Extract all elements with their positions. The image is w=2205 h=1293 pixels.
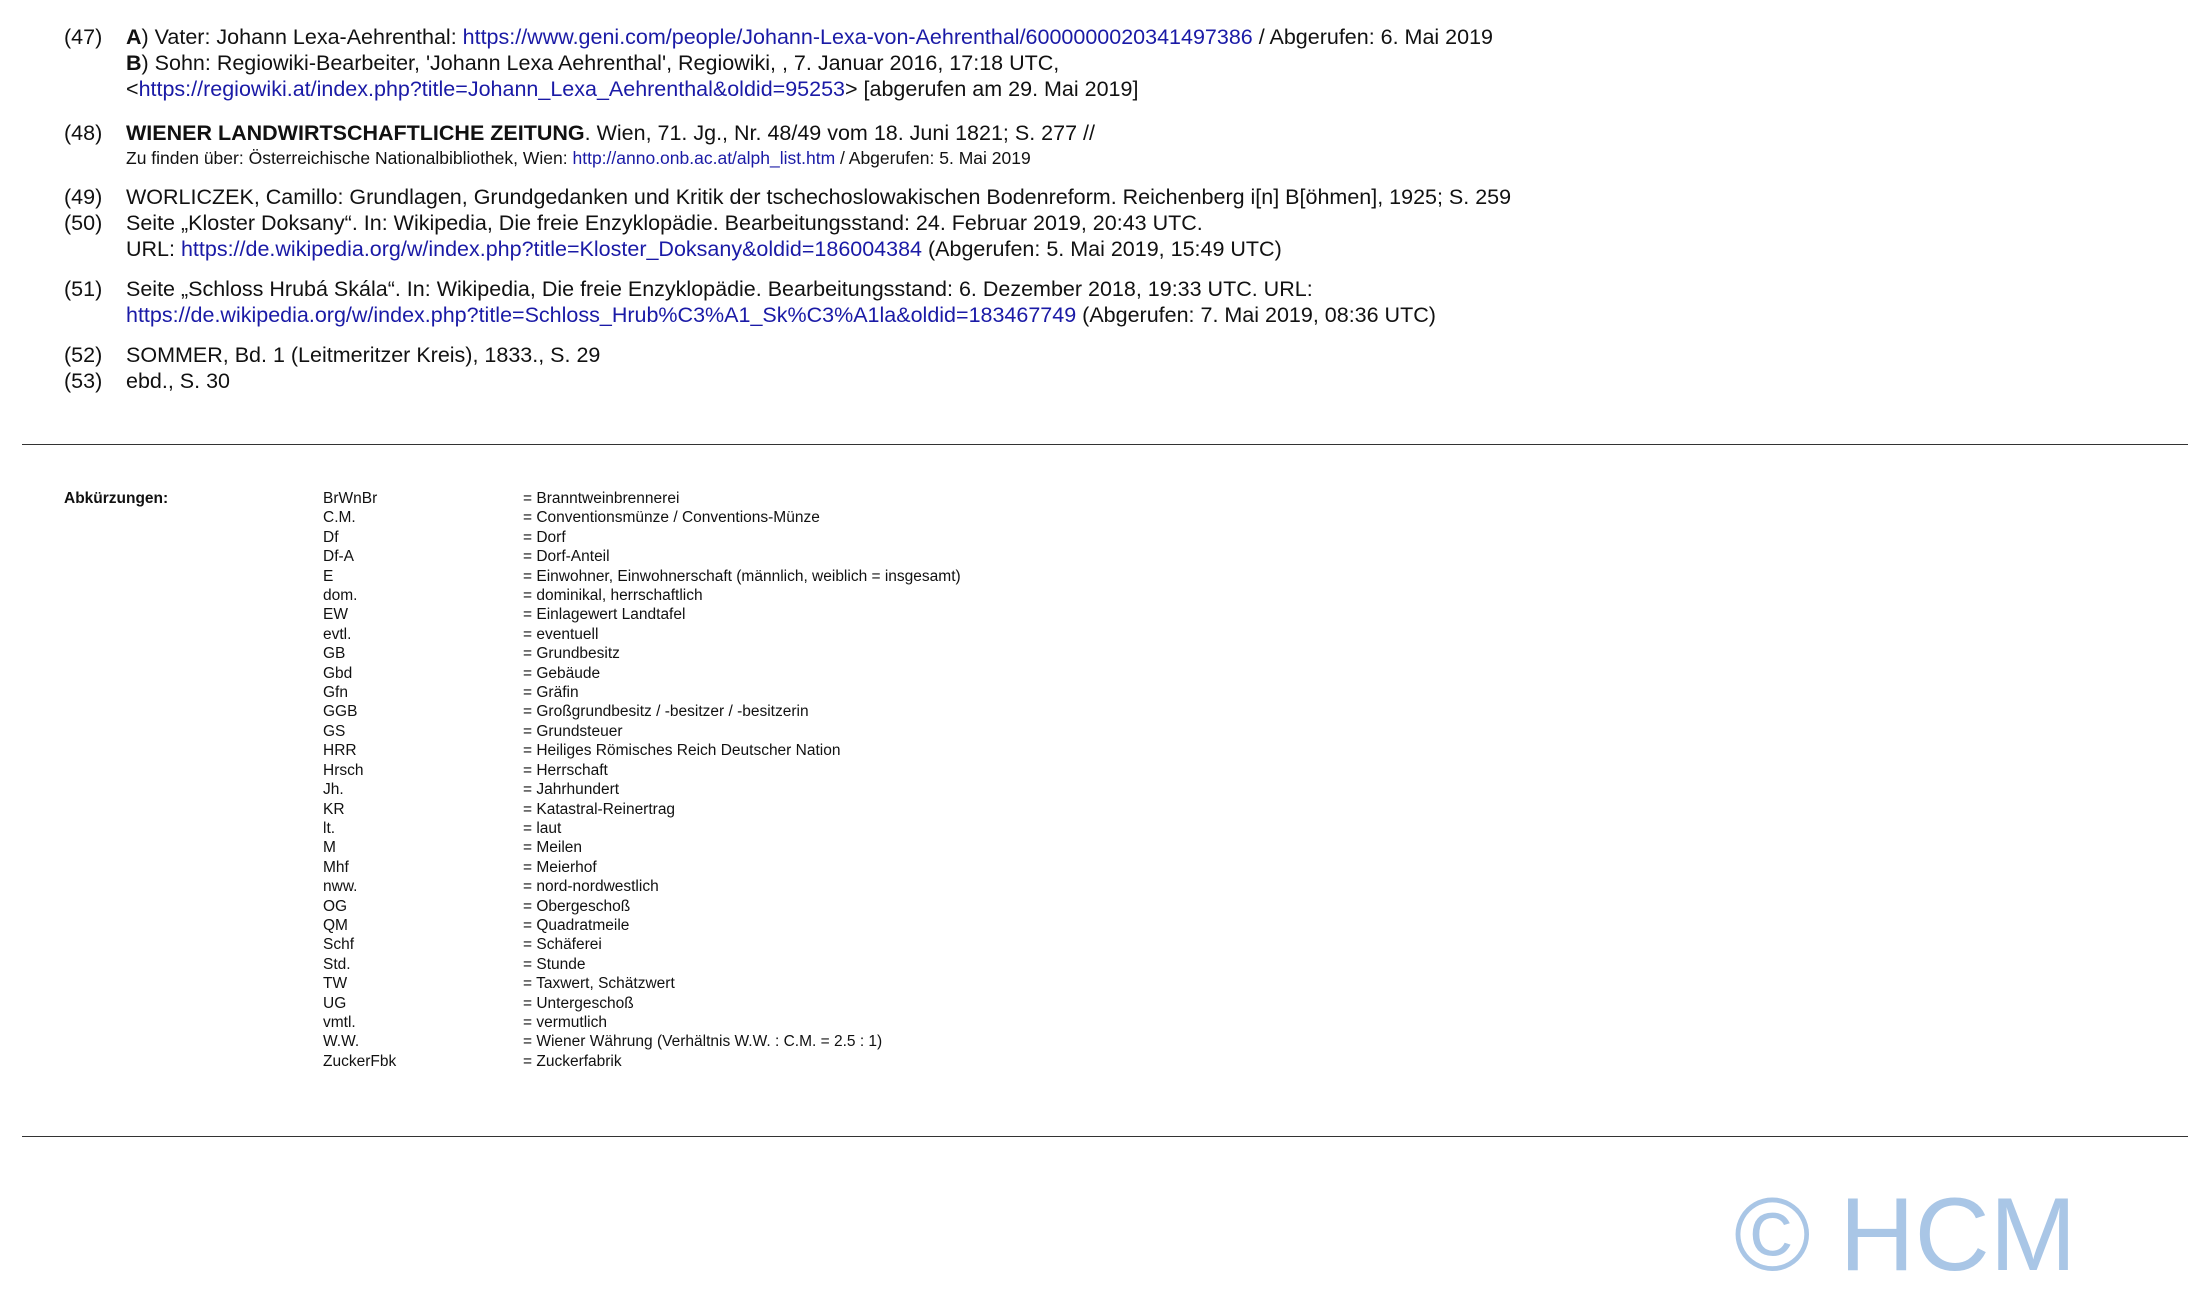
- footnote-letter-a: A: [126, 25, 142, 49]
- newspaper-title: WIENER LANDWIRTSCHAFTLICHE ZEITUNG: [126, 121, 585, 145]
- footnote-text: ) Sohn: Regiowiki-Bearbeiter, 'Johann Lexa Aehrenthal', Regiowiki, , 7. Januar 2016, 17:18 UTC,: [141, 51, 1060, 75]
- abbreviation-value: = Grundsteuer: [523, 722, 623, 740]
- top-divider: [22, 444, 2188, 445]
- footnote-number: (48): [64, 121, 103, 145]
- abbreviation-row: [323, 625, 1223, 644]
- abbreviation-row: [323, 994, 1223, 1013]
- regiowiki-link[interactable]: https://regiowiki.at/index.php?title=Johann_Lexa_Aehrenthal&oldid=95253: [138, 77, 845, 101]
- abbreviation-key: KR: [323, 800, 345, 818]
- footnote-53: [64, 368, 2164, 394]
- abbreviation-value: = Katastral-Reinertrag: [523, 800, 676, 818]
- anno-link[interactable]: http://anno.onb.ac.at/alph_list.htm: [572, 148, 836, 168]
- abbreviation-key: HRR: [323, 742, 357, 760]
- abbreviation-key: nww.: [323, 878, 358, 896]
- abbreviation-row: [323, 528, 1223, 547]
- footnote-text: . Wien, 71. Jg., Nr. 48/49 vom 18. Juni 1821; S. 277 //: [584, 121, 1095, 145]
- abbreviation-value: = Herrschaft: [523, 761, 608, 779]
- abbreviation-row: [323, 1013, 1223, 1032]
- abbreviation-key: E: [323, 567, 334, 585]
- footnote-line: [126, 302, 2164, 328]
- abbreviation-value: = Gräfin: [523, 684, 579, 702]
- footnote-body: [126, 276, 2164, 328]
- abbreviation-row: [323, 702, 1223, 721]
- abbreviation-value: = eventuell: [523, 625, 599, 643]
- abbreviation-value: = Gebäude: [523, 664, 601, 682]
- abbreviation-value: = Jahrhundert: [523, 781, 620, 799]
- abbreviation-key: EW: [323, 606, 348, 624]
- abbreviation-key: ZuckerFbk: [323, 1052, 397, 1070]
- abbreviation-key: Hrsch: [323, 761, 364, 779]
- abbreviation-value: = Dorf-Anteil: [523, 548, 610, 566]
- abbreviation-value: = Schäferei: [523, 936, 602, 954]
- footnote-line: [126, 146, 2164, 170]
- abbreviation-value: = Einwohner, Einwohnerschaft (männlich, weiblich = insgesamt): [523, 567, 961, 585]
- wikipedia-doksany-link[interactable]: https://de.wikipedia.org/w/index.php?title=Kloster_Doksany&oldid=186004384: [180, 237, 923, 261]
- footnote-51: [64, 276, 2164, 328]
- wikipedia-hruba-skala-link[interactable]: https://de.wikipedia.org/w/index.php?title=Schloss_Hrub%C3%A1_Sk%C3%A1la&oldid=183467749: [126, 303, 1077, 327]
- footnote-line: Seite „Kloster Doksany“. In: Wikipedia, Die freie Enzyklopädie. Bearbeitungsstand: 24. Februar 2019, 20:43 UTC.: [126, 211, 1203, 235]
- abbreviation-key: Gfn: [323, 684, 348, 702]
- bottom-divider: [22, 1136, 2188, 1137]
- abbreviation-key: evtl.: [323, 625, 352, 643]
- footnote-line: [126, 76, 2164, 102]
- abbreviation-key: GGB: [323, 703, 358, 721]
- footnote-50: [64, 210, 2164, 262]
- abbreviation-value: = Untergeschoß: [523, 994, 634, 1012]
- footnote-letter-b: B: [126, 51, 142, 75]
- footnote-text: / Abgerufen: 5. Mai 2019: [835, 148, 1031, 168]
- abbreviation-row: [323, 605, 1223, 624]
- abbreviation-value: = Branntweinbrennerei: [523, 490, 680, 507]
- footnote-text: (Abgerufen: 7. Mai 2019, 08:36 UTC): [1076, 303, 1436, 327]
- abbreviation-row: [323, 741, 1223, 760]
- footnote-line: [126, 120, 2164, 146]
- abbreviation-value: = Stunde: [523, 955, 586, 973]
- footnote-line: [126, 24, 2164, 50]
- abbreviation-value: = Einlagewert Landtafel: [523, 606, 686, 624]
- abbreviation-value: = Zuckerfabrik: [523, 1052, 622, 1070]
- abbreviation-key: OG: [323, 897, 348, 915]
- footnote-body: [126, 24, 2164, 102]
- footnote-text: Zu finden über: Österreichische Nationalbibliothek, Wien:: [126, 148, 573, 168]
- abbreviation-row: [323, 877, 1223, 896]
- footnote-text: > [abgerufen am 29. Mai 2019]: [845, 77, 1139, 101]
- footnote-text: URL:: [126, 237, 181, 261]
- abbreviation-row: [323, 1032, 1223, 1051]
- abbreviation-key: BrWnBr: [323, 490, 378, 507]
- abbreviation-row: [323, 838, 1223, 857]
- abbreviation-value: = vermutlich: [523, 1013, 607, 1031]
- footnote-line: [126, 50, 2164, 76]
- footnote-number: (53): [64, 369, 103, 393]
- footnote-number: (47): [64, 25, 103, 49]
- footnote-body: SOMMER, Bd. 1 (Leitmeritzer Kreis), 1833., S. 29: [126, 343, 601, 367]
- abbreviation-value: = dominikal, herrschaftlich: [523, 587, 703, 605]
- abbreviation-key: dom.: [323, 587, 358, 605]
- abbreviation-value: = Obergeschoß: [523, 897, 631, 915]
- abbreviation-key: Mhf: [323, 858, 349, 876]
- abbreviation-row: [323, 644, 1223, 663]
- abbreviation-value: = Conventionsmünze / Conventions-Münze: [523, 509, 820, 527]
- abbreviation-value: = Taxwert, Schätzwert: [523, 975, 675, 993]
- abbreviation-key: GB: [323, 645, 346, 663]
- abbreviation-key: Jh.: [323, 781, 344, 799]
- copyright-watermark: © HCM: [1734, 1177, 2077, 1293]
- abbreviation-value: = Großgrundbesitz / -besitzer / -besitzerin: [523, 703, 809, 721]
- abbreviation-row: [323, 489, 1223, 508]
- abbreviation-row: [323, 974, 1223, 993]
- abbreviation-value: = Heiliges Römisches Reich Deutscher Nation: [523, 742, 841, 760]
- footnote-line: [126, 236, 2164, 262]
- footnotes: [64, 24, 2164, 394]
- footnote-text: <: [126, 77, 139, 101]
- abbreviation-value: = Dorf: [523, 528, 566, 546]
- abbreviation-row: [323, 780, 1223, 799]
- abbreviation-key: W.W.: [323, 1033, 360, 1051]
- footnote-number: (50): [64, 211, 103, 235]
- abbreviation-key: GS: [323, 722, 346, 740]
- abbreviation-row: [323, 683, 1223, 702]
- abbreviation-key: QM: [323, 916, 348, 934]
- footnote-49: [64, 184, 2164, 210]
- abbreviation-row: [323, 916, 1223, 935]
- abbreviation-key: Df: [323, 528, 339, 546]
- abbreviation-key: Std.: [323, 955, 351, 973]
- abbreviation-row: [323, 1052, 1223, 1071]
- footnote-47: [64, 24, 2164, 102]
- abbreviation-row: [323, 858, 1223, 877]
- footnote-body: [126, 120, 2164, 170]
- abbreviation-key: M: [323, 839, 336, 857]
- footnote-line: Seite „Schloss Hrubá Skála“. In: Wikipedia, Die freie Enzyklopädie. Bearbeitungsstand: 6. Dezember 2018, 19:33 UTC. URL:: [126, 277, 1313, 301]
- footnote-body: ebd., S. 30: [126, 369, 230, 393]
- footnote-text: ) Vater: Johann Lexa-Aehrenthal:: [141, 25, 463, 49]
- abbreviation-row: [323, 800, 1223, 819]
- abbreviation-key: Df-A: [323, 548, 354, 566]
- footnote-text: (Abgerufen: 5. Mai 2019, 15:49 UTC): [922, 237, 1282, 261]
- footnote-body: [126, 210, 2164, 262]
- abbreviation-value: = Meierhof: [523, 858, 597, 876]
- footnote-number: (49): [64, 185, 103, 209]
- abbreviation-value: = laut: [523, 819, 562, 837]
- abbreviation-row: [323, 586, 1223, 605]
- abbreviation-value: = nord-nordwestlich: [523, 878, 659, 896]
- abbreviation-value: = Wiener Währung (Verhältnis W.W. : C.M. = 2.5 : 1): [523, 1033, 883, 1051]
- abbreviation-value: = Grundbesitz: [523, 645, 620, 663]
- abbreviation-row: [323, 722, 1223, 741]
- abbreviation-row: [323, 819, 1223, 838]
- abbreviation-row: [323, 664, 1223, 683]
- abbreviations-list: [323, 489, 1223, 1071]
- footnote-48: [64, 120, 2164, 170]
- abbreviation-row: [323, 761, 1223, 780]
- abbreviation-key: TW: [323, 975, 348, 993]
- abbreviation-key: vmtl.: [323, 1013, 356, 1031]
- abbreviation-row: [323, 935, 1223, 954]
- abbreviation-row: [323, 955, 1223, 974]
- footnote-number: (52): [64, 343, 103, 367]
- geni-link[interactable]: https://www.geni.com/people/Johann-Lexa-von-Aehrenthal/6000000020341497386: [462, 25, 1253, 49]
- abbreviation-row: [323, 897, 1223, 916]
- abbreviations-title: Abkürzungen:: [64, 490, 169, 507]
- abbreviation-key: Schf: [323, 936, 355, 954]
- abbreviation-key: C.M.: [323, 509, 356, 527]
- abbreviation-key: lt.: [323, 819, 336, 837]
- footnote-52: [64, 342, 2164, 368]
- abbreviation-row: [323, 547, 1223, 566]
- abbreviation-row: [323, 567, 1223, 586]
- abbreviation-key: UG: [323, 994, 347, 1012]
- abbreviation-value: = Meilen: [523, 839, 583, 857]
- abbreviation-key: Gbd: [323, 664, 353, 682]
- footnote-body: WORLICZEK, Camillo: Grundlagen, Grundgedanken und Kritik der tschechoslowakischen Bodenreform. Reichenberg i[n] B[öhmen], 1925; S. 259: [126, 185, 1512, 209]
- footnote-text: / Abgerufen: 6. Mai 2019: [1252, 25, 1493, 49]
- abbreviation-row: [323, 508, 1223, 527]
- footnote-number: (51): [64, 277, 103, 301]
- abbreviation-value: = Quadratmeile: [523, 916, 630, 934]
